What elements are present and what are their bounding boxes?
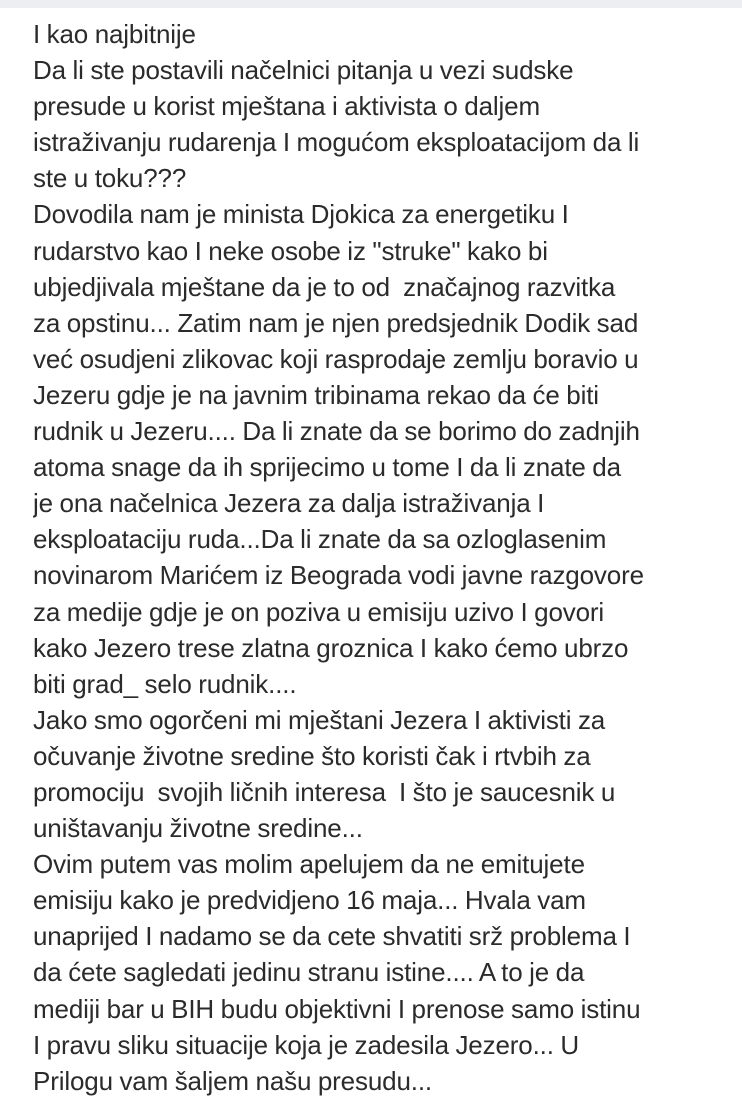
text-line: kako Jezero trese zlatna groznica I kako ćemo ubrzo: [33, 632, 629, 663]
text-line: da ćete sagledati jedinu stranu istine.... A to je da: [33, 957, 585, 988]
text-line: za medije gdje je on poziva u emisiju uzivo I govori: [33, 596, 605, 627]
text-line: rudarstvo kao I neke osobe iz "struke" kako bi: [33, 235, 548, 266]
text-line: je ona načelnica Jezera za dalja istraživanja I: [33, 488, 545, 519]
text-line: Prilogu vam šaljem našu presudu...: [33, 1065, 432, 1096]
text-line: atoma snage da ih sprijecimo u tome I da li znate da: [33, 452, 621, 483]
text-line: I kao najbitnije: [33, 19, 196, 49]
text-line: očuvanje životne sredine što koristi čak i rtvbih za: [33, 740, 591, 771]
text-line: uništavanju životne sredine...: [33, 813, 363, 844]
text-line: I pravu sliku situacije koja je zadesila Jezero... U: [33, 1029, 580, 1060]
text-line: Da li ste postavili načelnici pitanja u vezi sudske: [33, 55, 574, 86]
text-line: promociju svojih ličnih interesa I što je saucesnik u: [33, 776, 616, 807]
text-line: već osudjeni zlikovac koji rasprodaje zemlju boravio u: [33, 343, 639, 374]
post-text: [33, 16, 733, 1099]
text-line: eksploataciju ruda...Da li znate da sa ozloglasenim: [33, 524, 607, 555]
text-line: za opstinu... Zatim nam je njen predsjednik Dodik sad: [33, 307, 639, 338]
top-strip: [0, 0, 742, 8]
text-line: novinarom Marićem iz Beograda vodi javne razgovore: [33, 560, 644, 591]
text-line: emisiju kako je predvidjeno 16 maja... Hvala vam: [33, 885, 586, 916]
text-line: unaprijed I nadamo se da cete shvatiti srž problema I: [33, 921, 631, 952]
text-line: mediji bar u BIH budu objektivni I prenose samo istinu: [33, 993, 641, 1024]
text-line: presude u korist mještana i aktivista o daljem: [33, 91, 540, 122]
text-line: istraživanju rudarenja I mogućom eksploatacijom da li: [33, 127, 640, 158]
text-line: ste u toku???: [33, 163, 187, 194]
text-line: Dovodila nam je minista Djokica za energetiku I: [33, 199, 569, 230]
text-line: ubjedjivala mještane da je to od značajnog razvitka: [33, 271, 616, 302]
text-line: Jezeru gdje je na javnim tribinama rekao da će biti: [33, 379, 599, 410]
text-line: Ovim putem vas molim apelujem da ne emitujete: [33, 849, 585, 880]
text-line: biti grad_ selo rudnik....: [33, 668, 297, 699]
text-line: rudnik u Jezeru.... Da li znate da se borimo do zadnjih: [33, 416, 640, 447]
text-line: Jako smo ogorčeni mi mještani Jezera I aktivisti za: [33, 704, 606, 735]
